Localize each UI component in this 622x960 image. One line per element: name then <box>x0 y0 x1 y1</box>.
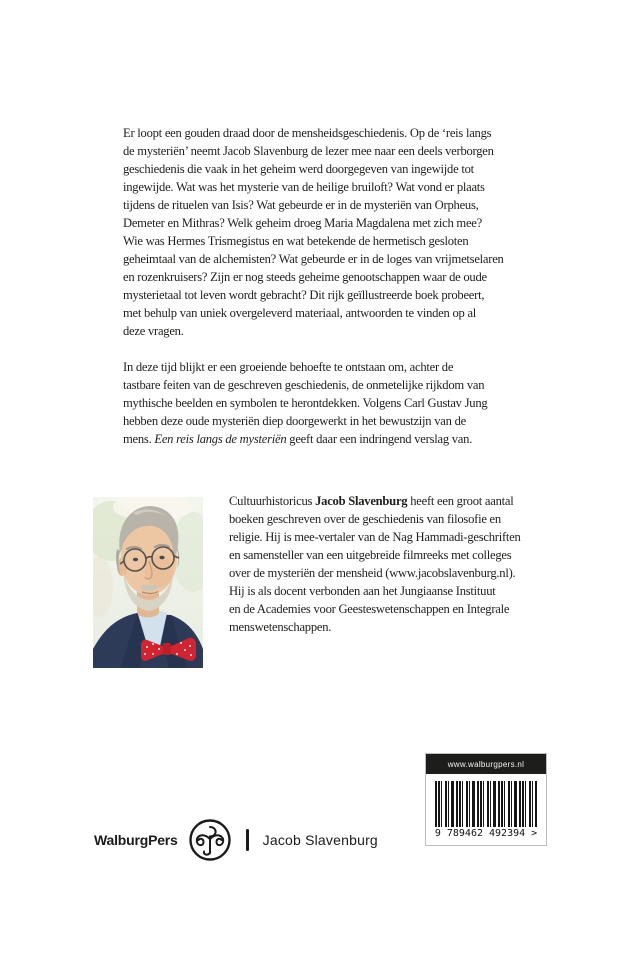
blurb-paragraph-1: Er loopt een gouden draad door de mensheidsgeschiedenis. Op de ‘reis langs de mysteriën’ neemt Jacob Slavenburg de lezer mee naar een deels verborgen geschiedenis die vaak in het geheim werd doorgegeven van ingewijde tot ingewijde. Wat was het mysterie van de heilige bruiloft? Wat vond er plaats tijdens de rituelen van Isis? Wat gebeurde er in de mysteriën van Orpheus, Demeter en Mithras? Welk geheim droeg Maria Magdalena met zich mee? Wie was Hermes Trismegistus en wat betekende de hermetisch gesloten geheimtaal van de alchemisten? Wat gebeurde er in de loges van vrijmetselaren en rozenkruisers? Zijn er nog steeds geheime genootschappen waar de oude mysterietaal tot leven wordt gebracht? Dit rijk geïllustreerde boek probeert, met behulp van uniek overgeleverd materiaal, antwoorden te vinden op al deze vragen. <box>123 126 504 338</box>
blurb-paragraph-2-text: In deze tijd blijkt er een groeiende behoefte te ontstaan om, achter de tastbare feiten van de geschreven geschiedenis, de onmetelijke rijkdom van mythische beelden en symbolen te herontdekken. Volgens Carl Gustav Jung hebben deze oude mysteriën diep doorgewerkt in het bewustzijn van de mens. <box>123 360 488 446</box>
blurb-paragraph-2 <box>123 358 487 448</box>
author-bio-tail: heeft een groot aantal boeken geschreven over de geschiedenis van filosofie en religie. Hij is mee-vertaler van de Nag Hammadi-geschriften en samensteller van een uitgebreide filmreeks met colleges over de mysteriën der mensheid (www.jacobslavenburg.nl). Hij is als docent verbonden aan het Jungiaanse Instituut en de Academies voor Geesteswetenschappen en Integrale menswetenschappen. <box>229 494 521 634</box>
author-bio-text: Cultuurhistoricus <box>229 494 316 508</box>
barcode-bars-icon <box>435 781 537 827</box>
publisher-logo-icon <box>188 818 232 862</box>
author-photo <box>93 497 203 668</box>
publisher-imprint-row <box>94 812 378 868</box>
barcode-isbn-digits: 9 789462 492394 <box>434 828 526 839</box>
barcode-website: www.walburgpers.nl <box>426 754 546 774</box>
author-name-bold: Jacob Slavenburg <box>315 494 408 508</box>
imprint-author-name: Jacob Slavenburg <box>262 832 378 848</box>
publisher-wordmark: WalburgPers <box>94 832 178 848</box>
barcode-arrow: > <box>531 828 538 839</box>
author-bio <box>229 492 521 636</box>
barcode-digits-row <box>426 827 546 845</box>
author-portrait-illustration <box>93 497 203 668</box>
book-title-italic: Een reis langs de mysteriën <box>154 432 287 446</box>
blurb-paragraph-2-tail: geeft daar een indringend verslag van. <box>286 432 473 446</box>
barcode-panel <box>425 753 547 846</box>
divider-bar-icon <box>246 829 249 851</box>
